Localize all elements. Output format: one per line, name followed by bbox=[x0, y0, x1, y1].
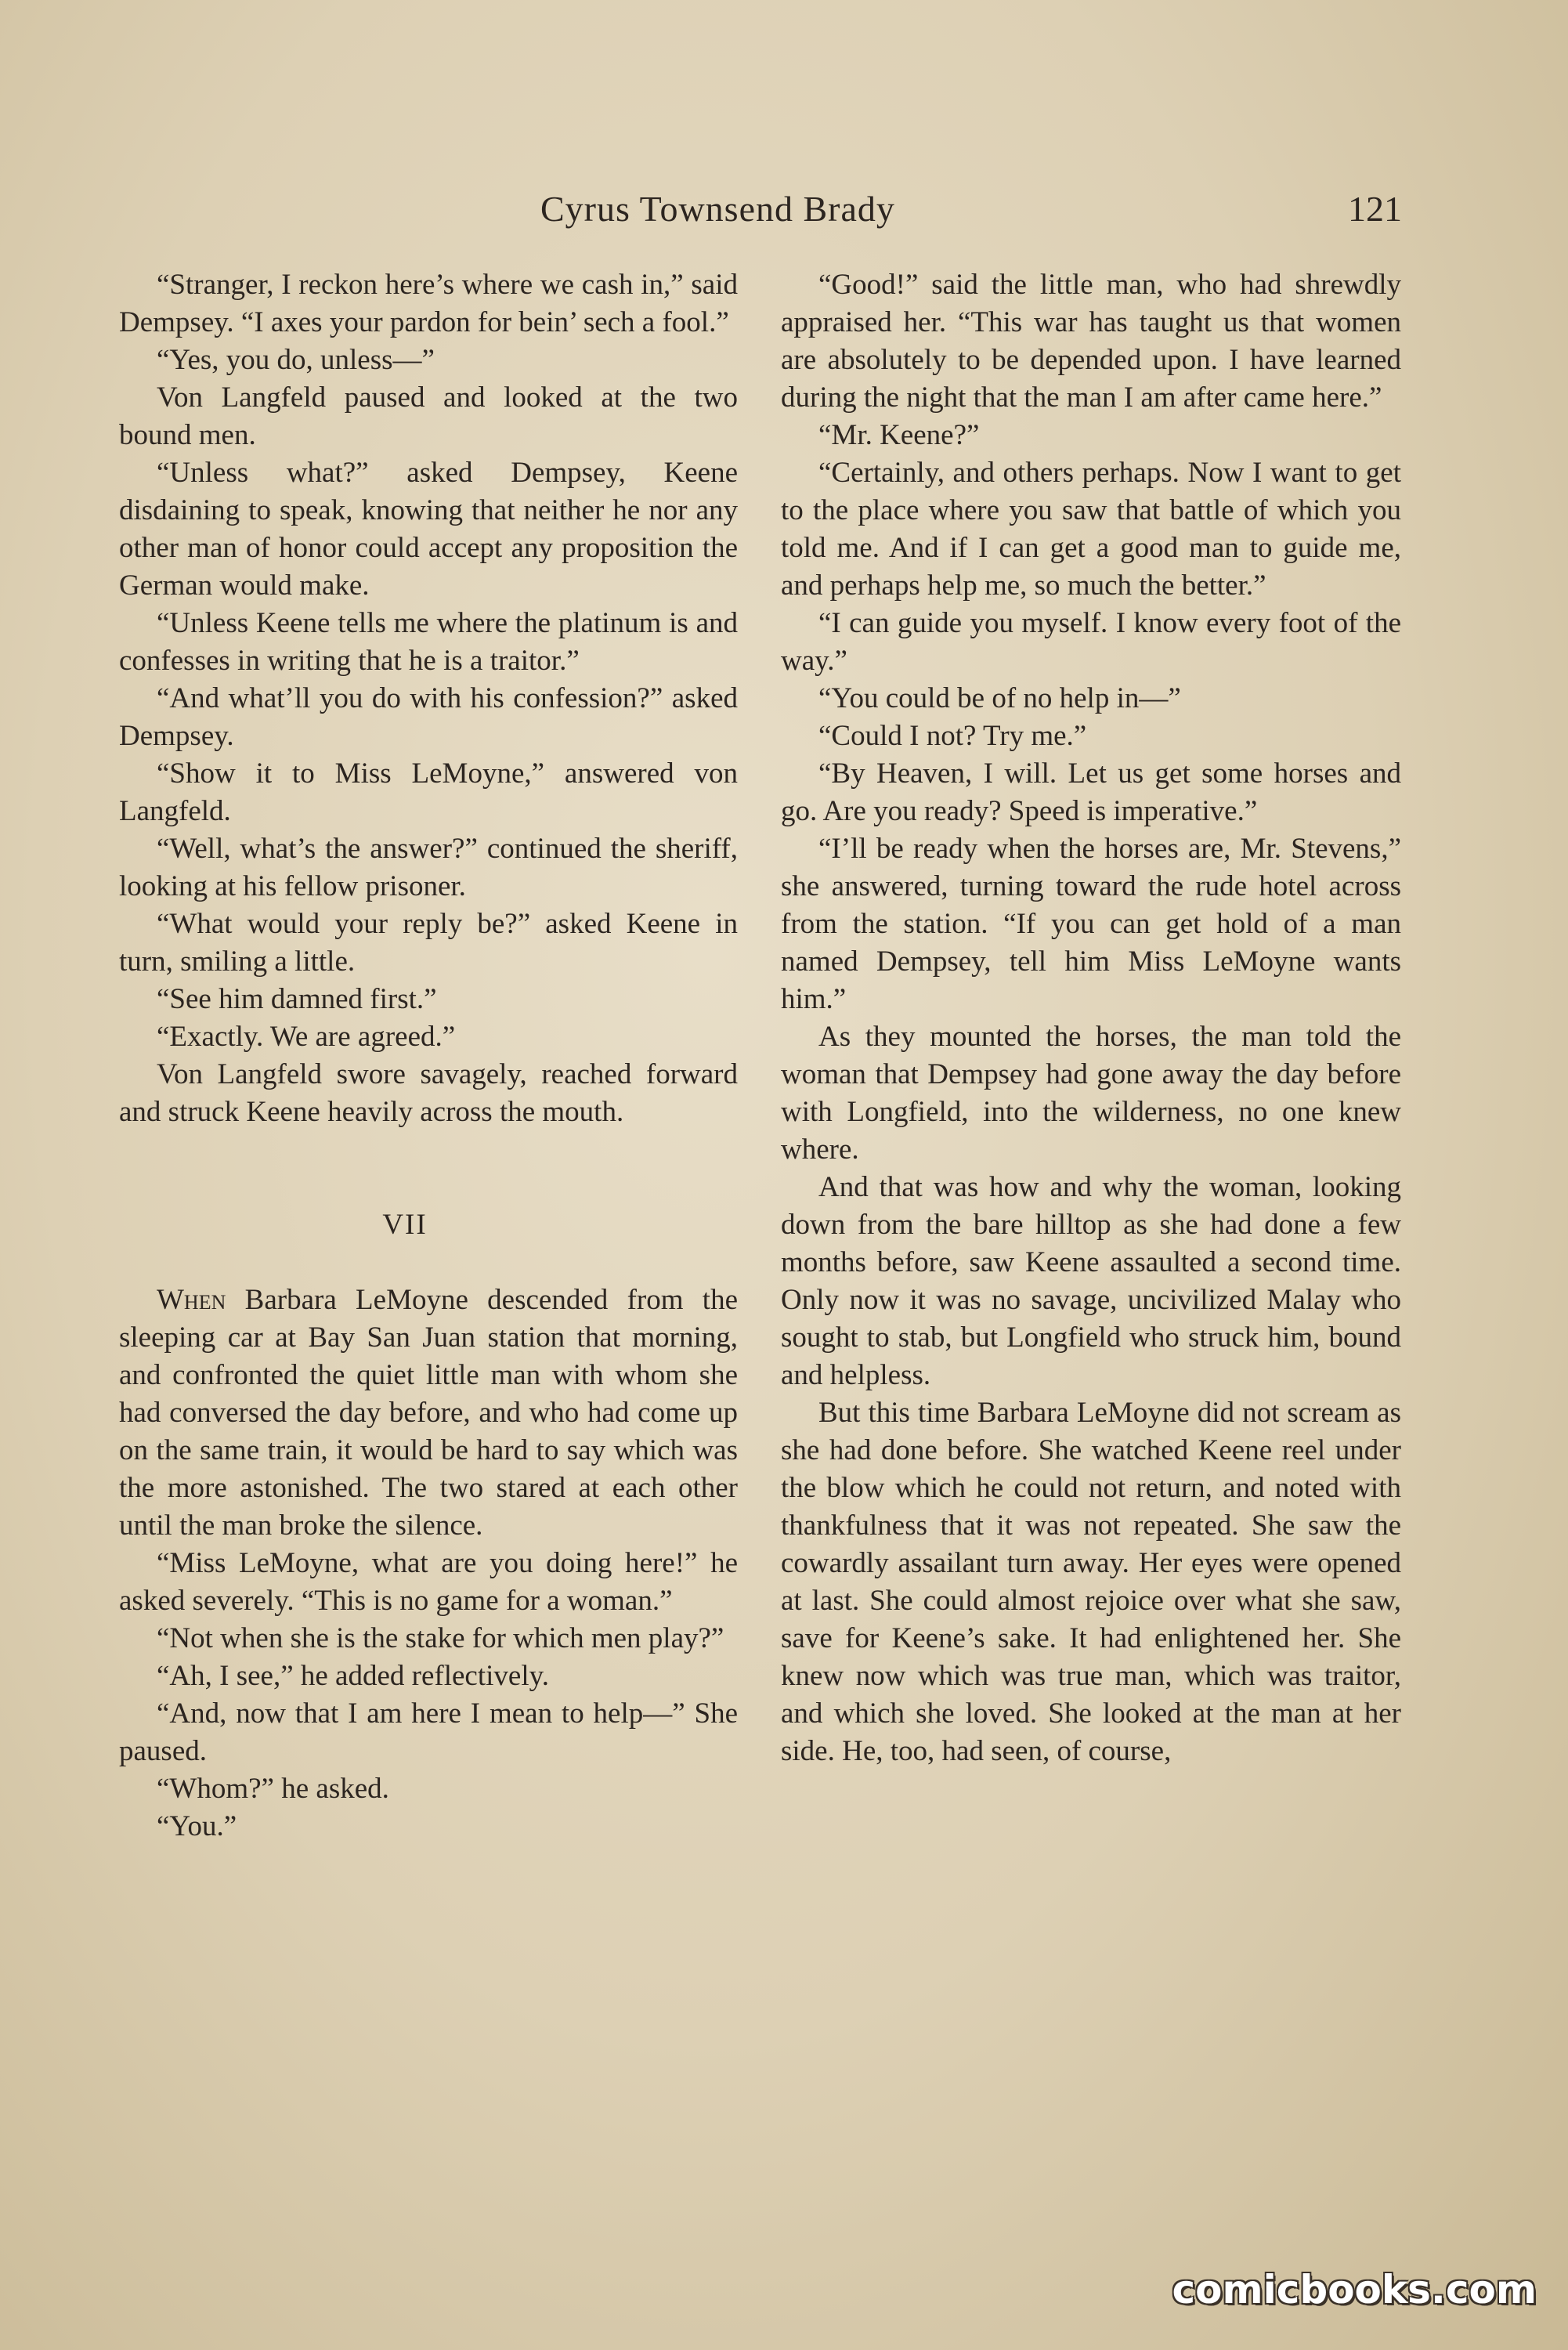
paragraph: “Show it to Miss LeMoyne,” answered von Langfeld. bbox=[119, 757, 738, 827]
left-column bbox=[119, 266, 738, 1846]
paragraph: As they mounted the horses, the man told the woman that Dempsey had gone away the day before with Longfield, into the wilderness, no one knew where. bbox=[781, 1021, 1401, 1166]
page-number: 121 bbox=[1348, 189, 1402, 229]
paragraph: “What would your reply be?” asked Keene in turn, smiling a little. bbox=[119, 908, 738, 978]
paragraph: Von Langfeld paused and looked at the two bound men. bbox=[119, 381, 738, 451]
paragraph: And that was how and why the woman, looking down from the bare hilltop as she had done a few months before, saw Keene assaulted a second time. Only now it was no savage, uncivilized Malay who sought to stab, but Longfield who struck him, bound and helpless. bbox=[781, 1171, 1401, 1391]
paragraph: “Mr. Keene?” bbox=[818, 419, 980, 451]
paragraph: “By Heaven, I will. Let us get some horses and go. Are you ready? Speed is imperative.” bbox=[781, 757, 1401, 827]
page-header bbox=[117, 188, 1402, 243]
running-head: Cyrus Townsend Brady bbox=[540, 189, 895, 229]
paragraph: “Miss LeMoyne, what are you doing here!” he asked severely. “This is no game for a woman.” bbox=[119, 1547, 738, 1617]
drop-word: When bbox=[157, 1284, 226, 1316]
paragraph: “Not when she is the stake for which men play?” bbox=[157, 1622, 724, 1654]
paragraph: “I can guide you myself. I know every foot of the way.” bbox=[781, 607, 1401, 677]
chapter-heading: VII bbox=[382, 1209, 428, 1241]
watermark-logo: comicbooks.com bbox=[1172, 2267, 1537, 2312]
paragraph: “Could I not? Try me.” bbox=[818, 720, 1087, 752]
paragraph: “Yes, you do, unless—” bbox=[157, 344, 435, 376]
paragraph: “And, now that I am here I mean to help—” She paused. bbox=[119, 1697, 738, 1767]
paragraph: “Good!” said the little man, who had shrewdly appraised her. “This war has taught us that women are absolutely to be depended upon. I have learned during the night that the man I am after came here.” bbox=[781, 269, 1401, 414]
paragraph: “Exactly. We are agreed.” bbox=[157, 1021, 456, 1053]
paragraph: But this time Barbara LeMoyne did not scream as she had done before. She watched Keene reel under the blow which he could not return, and noted with thankfulness that it was not repeated. She saw the cowardly assailant turn away. Her eyes were opened at last. She could almost rejoice over what she saw, save for Keene’s sake. It had enlightened her. She knew now which was true man, which was traitor, and which she loved. She looked at the man at her side. He, too, had seen, of course, bbox=[781, 1397, 1401, 1767]
paragraph: “Certainly, and others perhaps. Now I want to get to the place where you saw that battle of which you told me. And if I can get a good man to guide me, and perhaps help me, so much the better.” bbox=[781, 457, 1401, 602]
right-column bbox=[781, 266, 1401, 1770]
paragraph: “See him damned first.” bbox=[157, 983, 437, 1015]
paragraph: “Well, what’s the answer?” continued the sheriff, looking at his fellow prisoner. bbox=[119, 833, 738, 902]
paragraph: “You could be of no help in—” bbox=[818, 682, 1181, 714]
paragraph: “Whom?” he asked. bbox=[157, 1773, 389, 1805]
paragraph: “You.” bbox=[157, 1810, 237, 1842]
paragraph-text: Barbara LeMoyne descended from the sleeping car at Bay San Juan station that morning, and confronted the quiet little man with whom she had conversed the day before, and who had come up on the same train, it would be hard to say which was the more astonished. The two stared at each other until the man broke the silence. bbox=[119, 1284, 738, 1542]
paragraph: Von Langfeld swore savagely, reached forward and struck Keene heavily across the mouth. bbox=[119, 1058, 738, 1128]
paragraph: “Unless what?” asked Dempsey, Keene disdaining to speak, knowing that neither he nor any other man of honor could accept any proposition the German would make. bbox=[119, 457, 738, 602]
paragraph: “Unless Keene tells me where the platinum is and confesses in writing that he is a traitor.” bbox=[119, 607, 738, 677]
paragraph: “And what’ll you do with his confession?” asked Dempsey. bbox=[119, 682, 738, 752]
paragraph bbox=[119, 1282, 738, 1545]
paragraph: “I’ll be ready when the horses are, Mr. Stevens,” she answered, turning toward the rude hotel across from the station. “If you can get hold of a man named Dempsey, tell him Miss LeMoyne wants him.” bbox=[781, 833, 1401, 1015]
paragraph: “Ah, I see,” he added reflectively. bbox=[157, 1660, 549, 1692]
paragraph: “Stranger, I reckon here’s where we cash in,” said Dempsey. “I axes your pardon for bein’ sech a fool.” bbox=[119, 269, 738, 338]
